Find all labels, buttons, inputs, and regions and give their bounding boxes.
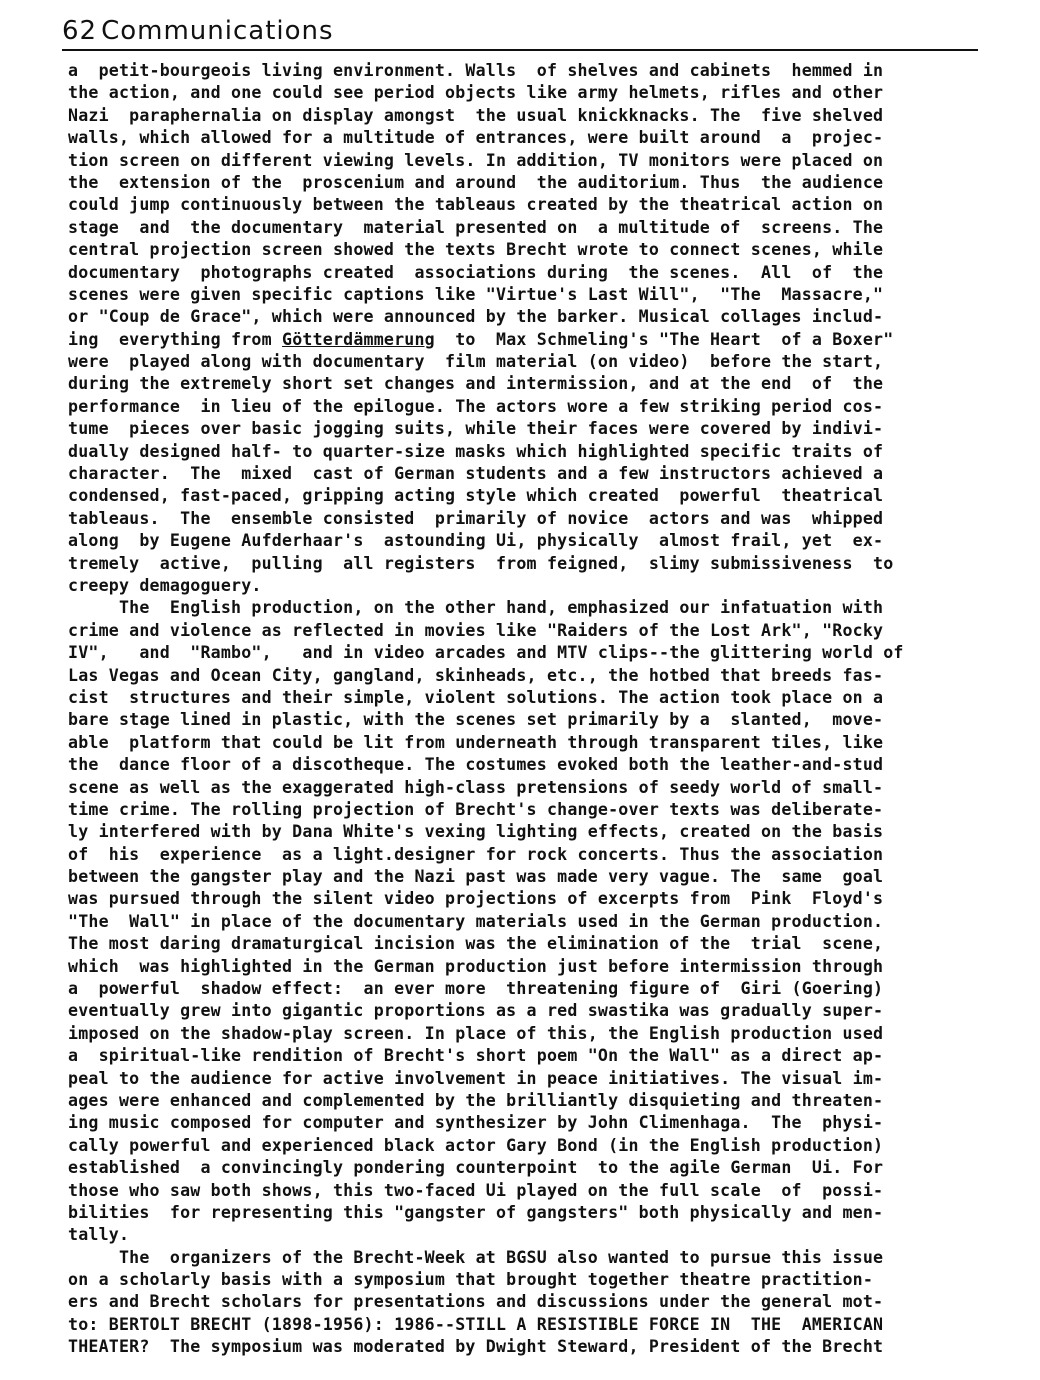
section-title: Communications — [101, 16, 334, 46]
text-line: were played along with documentary film material (on video) before the start, — [68, 352, 884, 372]
text-line: along by Eugene Aufderhaar's astounding Ui, physically almost frail, yet ex- — [68, 531, 884, 551]
page-header — [62, 14, 978, 50]
text-line: Las Vegas and Ocean City, gangland, skinheads, etc., the hotbed that breeds fas- — [68, 665, 884, 685]
text-line: time crime. The rolling projection of Brecht's change-over texts was deliberate- — [68, 799, 884, 819]
text-line: The English production, on the other hand, emphasized our infatuation with — [68, 598, 884, 618]
text-line: stage and the documentary material presented on a multitude of screens. The — [68, 217, 884, 237]
text-line: tume pieces over basic jogging suits, while their faces were covered by indivi- — [68, 419, 884, 439]
text-line: peal to the audience for active involvement in peace initiatives. The visual im- — [68, 1068, 884, 1088]
text-line: eventually grew into gigantic proportions as a red swastika was gradually super- — [68, 1001, 884, 1021]
text-line: during the extremely short set changes and intermission, and at the end of the — [68, 374, 884, 394]
text-line: cist structures and their simple, violent solutions. The action took place on a — [68, 687, 884, 707]
text-line: The organizers of the Brecht-Week at BGSU also wanted to pursue this issue — [68, 1247, 884, 1267]
text-line: between the gangster play and the Nazi past was made very vague. The same goal — [68, 867, 884, 887]
text-line: The most daring dramaturgical incision was the elimination of the trial scene, — [68, 934, 884, 954]
article-body — [68, 60, 978, 1359]
page-number: 62 — [62, 16, 98, 46]
header-rule — [62, 49, 978, 51]
text-line: character. The mixed cast of German students and a few instructors achieved a — [68, 464, 884, 484]
text-line: tableaus. The ensemble consisted primarily of novice actors and was whipped — [68, 508, 884, 528]
text-line: scenes were given specific captions like "Virtue's Last Will", "The Massacre," — [68, 284, 884, 304]
text-line: ing everything from Götterdämmerung to Max Schmeling's "The Heart of a Boxer" — [68, 329, 894, 349]
text-line: tremely active, pulling all registers from feigned, slimy submissiveness to — [68, 553, 894, 573]
text-line: ly interfered with by Dana White's vexing lighting effects, created on the basis — [68, 822, 884, 842]
text-line: documentary photographs created associations during the scenes. All of the — [68, 262, 884, 282]
text-line: established a convincingly pondering counterpoint to the agile German Ui. For — [68, 1158, 884, 1178]
text-line: scene as well as the exaggerated high-class pretensions of seedy world of small- — [68, 777, 884, 797]
text-line: THEATER? The symposium was moderated by Dwight Steward, President of the Brecht — [68, 1337, 884, 1357]
text-line: the dance floor of a discotheque. The costumes evoked both the leather-and-stud — [68, 755, 884, 775]
text-line: bilities for representing this "gangster of gangsters" both physically and men- — [68, 1202, 884, 1222]
text-line: a powerful shadow effect: an ever more threatening figure of Giri (Goering) — [68, 979, 884, 999]
text-line: of his experience as a light.designer for rock concerts. Thus the association — [68, 844, 884, 864]
text-line: could jump continuously between the tableaus created by the theatrical action on — [68, 195, 884, 215]
text-line: tally. — [68, 1225, 130, 1245]
text-line: Nazi paraphernalia on display amongst the usual knickknacks. The five shelved — [68, 105, 884, 125]
text-line: crime and violence as reflected in movies like "Raiders of the Lost Ark", "Rocky — [68, 620, 884, 640]
text-line: ages were enhanced and complemented by the brilliantly disquieting and threaten- — [68, 1090, 884, 1110]
text-line: able platform that could be lit from underneath through transparent tiles, like — [68, 732, 884, 752]
text-line: performance in lieu of the epilogue. The actors wore a few striking period cos- — [68, 396, 884, 416]
text-line: the action, and one could see period objects like army helmets, rifles and other — [68, 83, 884, 103]
underlined-title: Götterdämmerung — [282, 329, 435, 349]
text-line: a petit-bourgeois living environment. Walls of shelves and cabinets hemmed in — [68, 61, 884, 80]
text-line: creepy demagoguery. — [68, 575, 262, 595]
text-line: was pursued through the silent video projections of excerpts from Pink Floyd's — [68, 889, 884, 909]
text-line: walls, which allowed for a multitude of entrances, were built around a projec- — [68, 128, 884, 148]
text-line: which was highlighted in the German production just before intermission through — [68, 956, 884, 976]
text-line: or "Coup de Grace", which were announced by the barker. Musical collages includ- — [68, 307, 884, 327]
text-line: condensed, fast-paced, gripping acting style which created powerful theatrical — [68, 486, 884, 506]
text-line: cally powerful and experienced black actor Gary Bond (in the English production) — [68, 1135, 884, 1155]
text-line: ers and Brecht scholars for presentations and discussions under the general mot- — [68, 1292, 884, 1312]
text-line: to: BERTOLT BRECHT (1898-1956): 1986--STILL A RESISTIBLE FORCE IN THE AMERICAN — [68, 1314, 884, 1334]
text-line: tion screen on different viewing levels. In addition, TV monitors were placed on — [68, 150, 884, 170]
text-line: dually designed half- to quarter-size masks which highlighted specific traits of — [68, 441, 884, 461]
text-line: bare stage lined in plastic, with the scenes set primarily by a slanted, move- — [68, 710, 884, 730]
text-line: "The Wall" in place of the documentary materials used in the German production. — [68, 911, 884, 931]
text-line: imposed on the shadow-play screen. In place of this, the English production used — [68, 1023, 884, 1043]
text-line: those who saw both shows, this two-faced Ui played on the full scale of possi- — [68, 1180, 884, 1200]
text-line: central projection screen showed the texts Brecht wrote to connect scenes, while — [68, 240, 884, 260]
text-line: on a scholarly basis with a symposium that brought together theatre practition- — [68, 1270, 874, 1290]
text-line: ing music composed for computer and synthesizer by John Climenhaga. The physi- — [68, 1113, 884, 1133]
text-line: IV", and "Rambo", and in video arcades and MTV clips--the glittering world of — [68, 643, 904, 663]
text-line: a spiritual-like rendition of Brecht's short poem "On the Wall" as a direct ap- — [68, 1046, 884, 1066]
text-line: the extension of the proscenium and around the auditorium. Thus the audience — [68, 172, 884, 192]
